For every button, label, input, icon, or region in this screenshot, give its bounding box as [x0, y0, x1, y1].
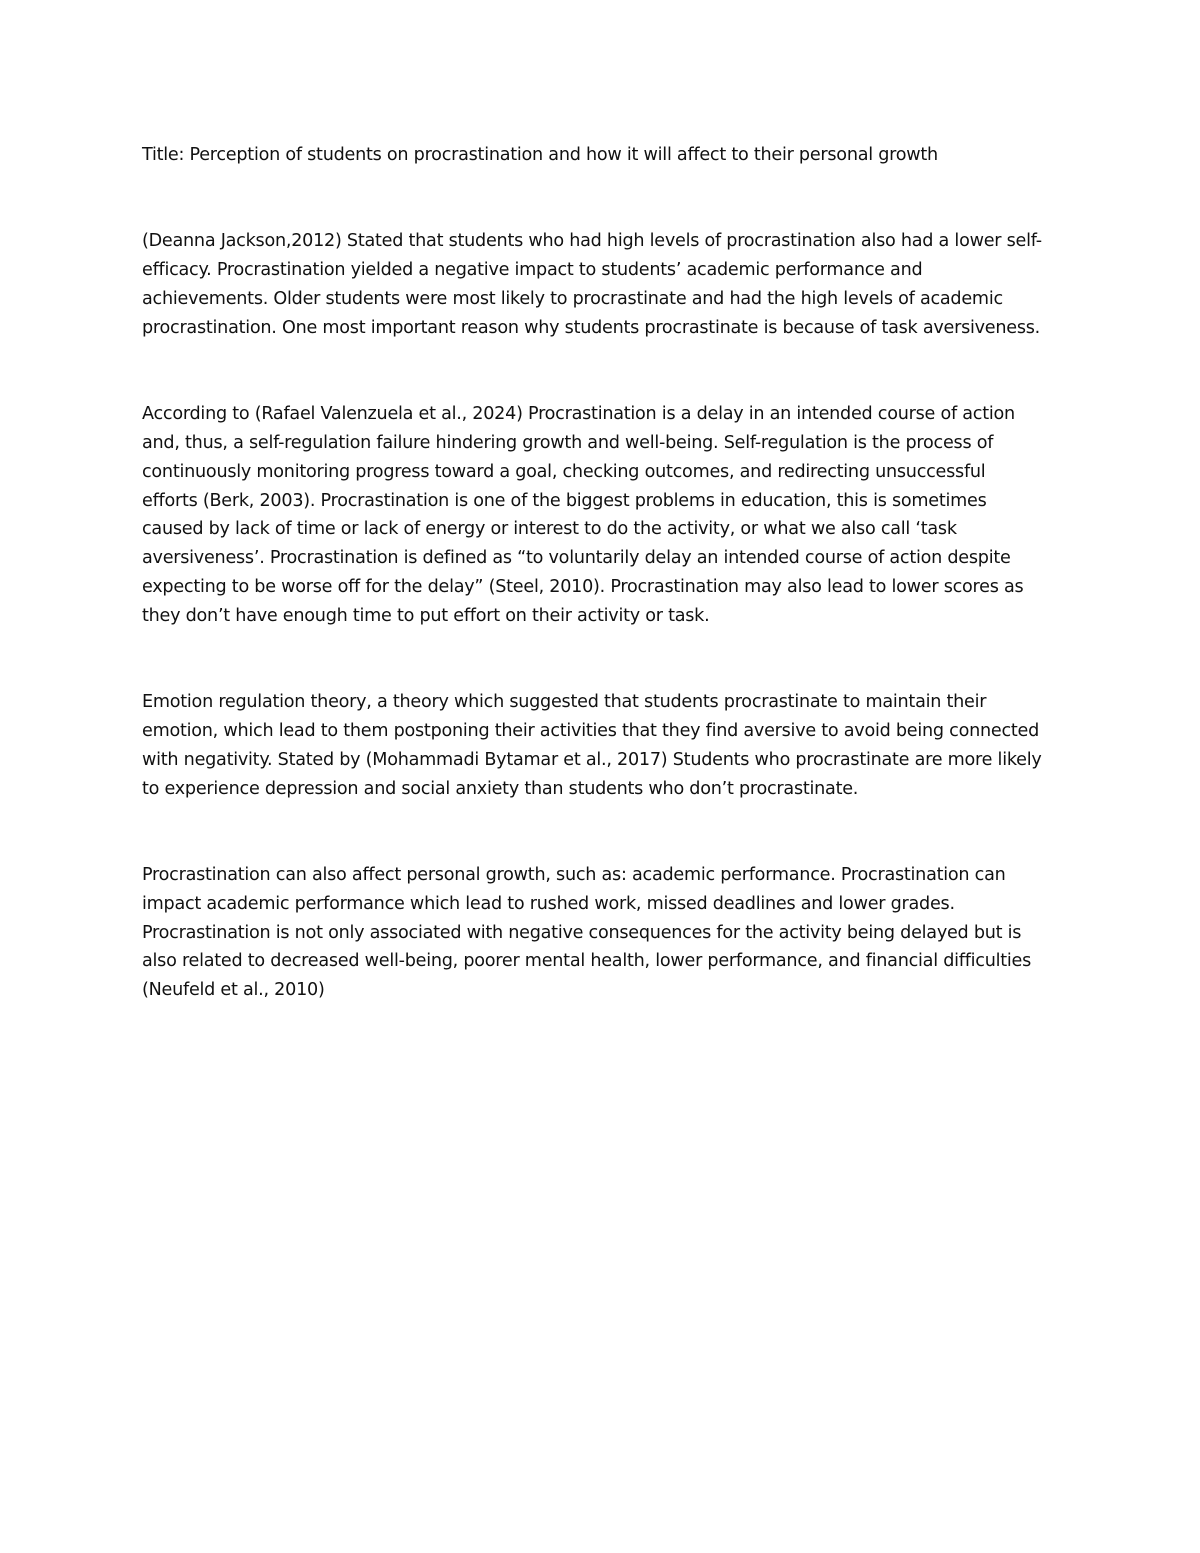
paragraph-line: caused by lack of time or lack of energy or interest to do the activity, or what we also call ‘task — [142, 519, 957, 540]
paragraph-line: Emotion regulation theory, a theory which suggested that students procrastinate to maintain their — [142, 692, 987, 713]
paragraph-emotion-regulation — [142, 688, 1067, 803]
paragraph-line: Procrastination is not only associated with negative consequences for the activity being delayed but is — [142, 922, 1022, 943]
paragraph-line: (Neufeld et al., 2010) — [142, 980, 325, 1001]
paragraph-line: continuously monitoring progress toward a goal, checking outcomes, and redirecting unsuccessful — [142, 461, 986, 482]
paragraph-line: expecting to be worse off for the delay” (Steel, 2010). Procrastination may also lead to lower scores as — [142, 576, 1024, 597]
paragraph-line: efficacy. Procrastination yielded a negative impact to students’ academic performance and — [142, 260, 923, 281]
document-body — [142, 141, 1067, 1005]
paragraph-valenzuela — [142, 400, 1067, 630]
paragraph-line: efforts (Berk, 2003). Procrastination is one of the biggest problems in education, this is sometimes — [142, 490, 987, 511]
paragraph-personal-growth — [142, 861, 1067, 1005]
paragraph-line: to experience depression and social anxiety than students who don’t procrastinate. — [142, 778, 859, 799]
paragraph-line: impact academic performance which lead to rushed work, missed deadlines and lower grades. — [142, 893, 955, 914]
paragraph-line: (Deanna Jackson,2012) Stated that students who had high levels of procrastination also had a lower self- — [142, 231, 1042, 252]
paragraph-jackson — [142, 227, 1067, 342]
paragraph-line: and, thus, a self-regulation failure hindering growth and well-being. Self-regulation is the process of — [142, 432, 994, 453]
document-title: Title: Perception of students on procrastination and how it will affect to their personal growth — [142, 145, 938, 165]
paragraph-line: also related to decreased well-being, poorer mental health, lower performance, and financial difficulties — [142, 951, 1032, 972]
paragraph-line: with negativity. Stated by (Mohammadi Bytamar et al., 2017) Students who procrastinate are more likely — [142, 749, 1042, 770]
paragraph-line: procrastination. One most important reason why students procrastinate is because of task aversiveness. — [142, 317, 1041, 338]
paragraph-line: aversiveness’. Procrastination is defined as “to voluntarily delay an intended course of action despite — [142, 548, 1011, 569]
paragraph-line: emotion, which lead to them postponing their activities that they find aversive to avoid being connected — [142, 720, 1040, 741]
paragraph-line: Procrastination can also affect personal growth, such as: academic performance. Procrastination can — [142, 864, 1006, 885]
paragraph-line: According to (Rafael Valenzuela et al., 2024) Procrastination is a delay in an intended course of action — [142, 404, 1015, 425]
paragraph-line: they don’t have enough time to put effort on their activity or task. — [142, 605, 710, 626]
paragraph-line: achievements. Older students were most likely to procrastinate and had the high levels of academic — [142, 288, 1003, 309]
